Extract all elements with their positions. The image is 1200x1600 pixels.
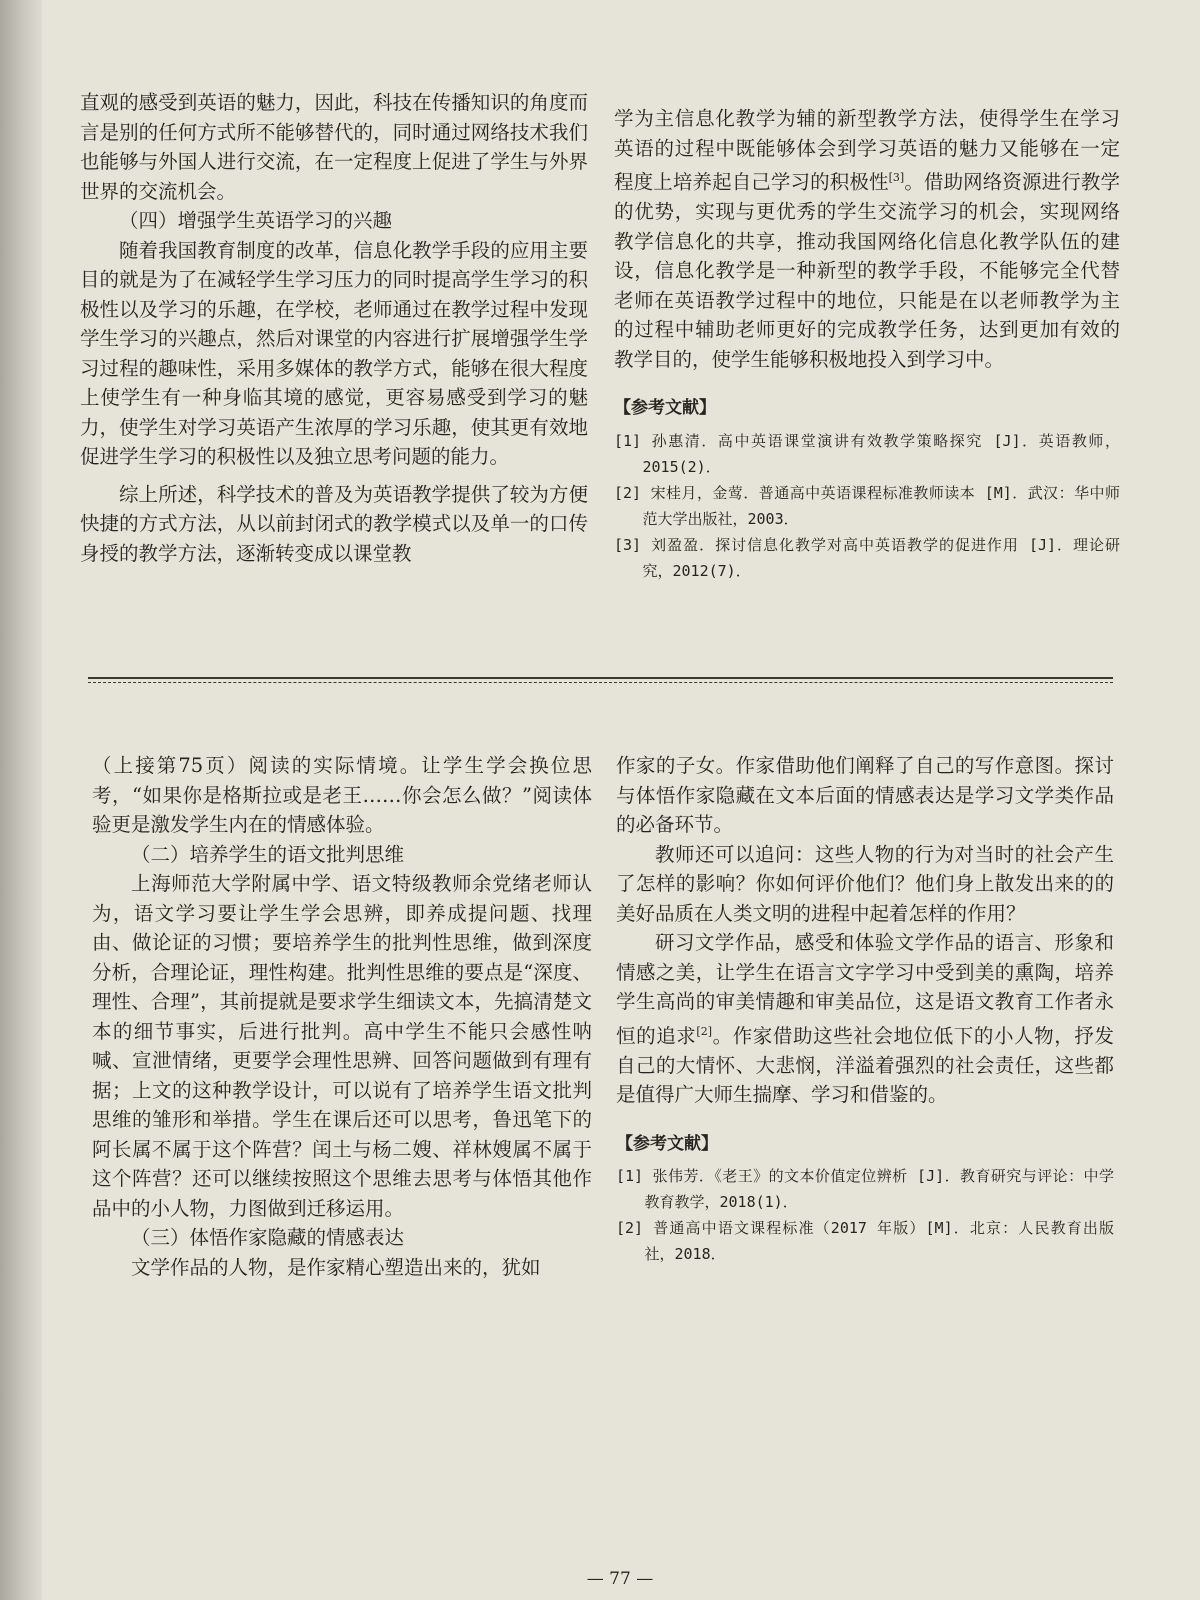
paragraph: 作家的子女。作家借助他们阐释了自己的写作意图。探讨与体悟作家隐藏在文本后面的情感表达是学习文学类作品的必备环节。 [616, 754, 1114, 836]
paragraph: 随着我国教育制度的改革，信息化教学手段的应用主要目的就是为了在减轻学生学习压力的同时提高学生学习的积极性以及学习的乐趣，在学校，老师通过在教学过程中发现学生学习的兴趣点，然后对课堂的内容进行扩展增强学生学习过程的趣味性，采用多媒体的教学方式，能够在很大程度上使学生有一种身临其境的感觉，更容易感受到学习的魅力，使学生对学习英语产生浓厚的学习乐趣，使其更有效地促进学生学习的积极性以及独立思考问题的能力。 [80, 238, 588, 468]
reference-item: [3] 刘盈盈．探讨信息化教学对高中英语教学的促进作用 [J]．理论研究，2012(7)． [614, 535, 1120, 580]
paragraph [616, 928, 1114, 1110]
paragraph: 综上所述，科学技术的普及为英语教学提供了较为方便快捷的方式方法，从以前封闭式的教学模式以及单一的口传身授的教学方法，逐渐转变成以课堂教 [80, 482, 588, 565]
paragraph: 上海师范大学附属中学、语文特级教师余党绪老师认为，语文学习要让学生学会思辨，即养成提问题、找理由、做论证的习惯；要培养学生的批判性思维，做到深度分析，合理论证，理性构建。批判性思维的要点是“深度、理性、合理”，其前提就是要求学生细读文本，先搞清楚文本的细节事实，后进行批判。高中学生不能只会感性呐喊、宣泄情绪，更要学会理性思辨、回答问题做到有理有据；上文的这种教学设计，可以说有了培养学生语文批判思维的雏形和举措。学生在课后还可以思考，鲁迅笔下的阿长属不属于这个阵营？闰土与杨二嫂、祥林嫂属不属于这个阵营？还可以继续按照这个思维去思考与体悟其他作品中的小人物，力图做到迁移运用。 [92, 872, 592, 1220]
references-heading: 【参考文献】 [614, 398, 716, 418]
paragraph: （上接第75页）阅读的实际情境。让学生学会换位思考，“如果你是格斯拉或是老王……你会怎么做？”阅读体验更是激发学生内在的情感体验。 [92, 754, 592, 836]
reference-item: [1] 孙惠清．高中英语课堂演讲有效教学策略探究 [J]．英语教师，2015(2)． [614, 431, 1120, 476]
top-left-column [80, 88, 588, 568]
reference-item: [2] 宋桂月，金莺．普通高中英语课程标准教师读本 [M]．武汉：华中师范大学出版社，2003． [614, 483, 1120, 528]
reference-item: [1] 张伟芳．《老王》的文本价值定位辨析 [J]．教育研究与评论：中学教育教学，2018(1)． [616, 1167, 1114, 1211]
section-heading: （四）增强学生英语学习的兴趣 [119, 209, 393, 232]
references-heading: 【参考文献】 [616, 1133, 718, 1154]
citation-mark: [2] [696, 1024, 712, 1038]
paragraph: 教师还可以追问：这些人物的行为对当时的社会产生了怎样的影响？你如何评价他们？他们身上散发出来的的美好品质在人类文明的进程中起着怎样的作用？ [616, 842, 1114, 925]
section-heading: （二）培养学生的语文批判思维 [131, 842, 405, 866]
adjacent-page-edge [0, 0, 42, 1600]
page-number: — 77 — [586, 1569, 654, 1589]
paragraph: 直观的感受到英语的魅力，因此，科技在传播知识的角度而言是别的任何方式所不能够替代的，同时通过网络技术我们也能够与外国人进行交流，在一定程度上促进了学生与外界世界的交流机会。 [80, 91, 588, 203]
paragraph: 文学作品的人物，是作家精心塑造出来的，犹如 [131, 1255, 541, 1279]
citation-mark: [3] [888, 171, 905, 184]
paragraph-text: 。借助网络资源进行教学的优势，实现与更优秀的学生交流学习的机会，实现网络教学信息化的共享，推动我国网络化信息化教学队伍的建设，信息化教学是一种新型的教学手段，不能够完全代替老师在英语教学过程中的地位，只能是在以老师教学为主的过程中辅助老师更好的完成教学任务，达到更加有效的教学目的，使学生能够积极地投入到学习中。 [614, 170, 1120, 371]
paragraph-text: 研习文学作品，感受和体验文学作品的语言、形象和情感之美，让学生在语言文字学习中受到美的熏陶，培养学生高尚的审美情趣和审美品位，这是语文教育工作者永恒的追求 [616, 931, 1114, 1047]
bottom-right-column [616, 751, 1114, 1267]
bottom-left-column [92, 751, 592, 1282]
paragraph-text: 学为主信息化教学为辅的新型教学方法，使得学生在学习英语的过程中既能够体会到学习英语的魅力又能够在一定程度上培养起自己学习的积极性 [614, 107, 1120, 194]
section-heading: （三）体悟作家隐藏的情感表达 [131, 1226, 405, 1249]
reference-item: [2] 普通高中语文课程标准（2017 年版）[M]．北京：人民教育出版社，2018． [616, 1219, 1114, 1263]
paragraph [614, 104, 1120, 374]
paragraph-text: 。作家借助这些社会地位低下的小人物，抒发自己的大情怀、大悲悯，洋溢着强烈的社会责任，这些都是值得广大师生揣摩、学习和借鉴的。 [616, 1024, 1114, 1106]
article-divider [88, 677, 1113, 683]
top-right-column [614, 104, 1120, 584]
